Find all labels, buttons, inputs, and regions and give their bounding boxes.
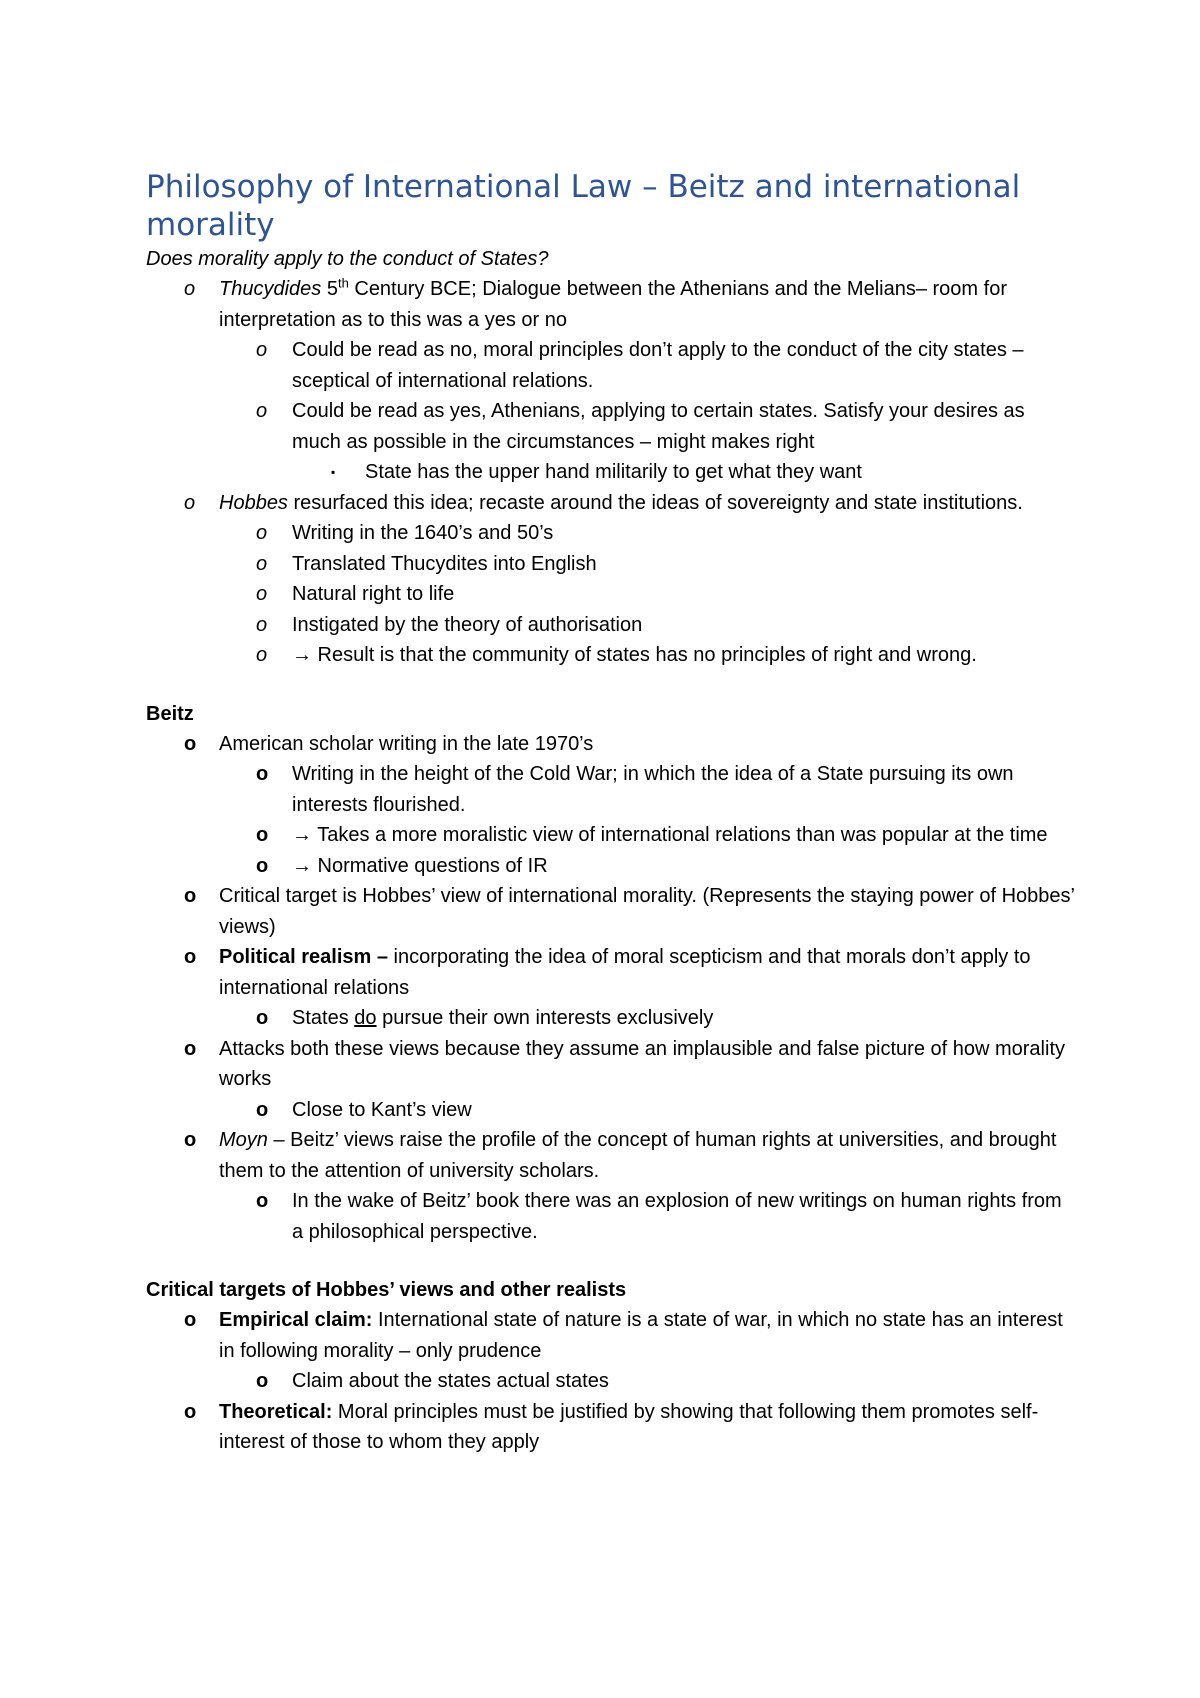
bullet-icon: o — [184, 1037, 197, 1060]
list-item-read-no: o Could be read as no, moral principles don’t apply to the conduct of the city states – sceptical of international relations. — [146, 335, 1076, 396]
list-item-hobbes-result: o → Result is that the community of states has no principles of right and wrong. — [146, 640, 1076, 671]
list-item-theoretical: o Theoretical: Moral principles must be justified by showing that following them promotes self-interest of those to whom they apply — [146, 1397, 1076, 1458]
bullet-icon: o — [184, 491, 196, 514]
list-item-moyn: o Moyn – Beitz’ views raise the profile of the concept of human rights at universities, and brought them to the attention of university scholars. — [146, 1125, 1076, 1186]
square-bullet-icon: ▪ — [331, 465, 336, 479]
bullet-icon: o — [256, 1098, 269, 1121]
list-item-hobbes-natural-right: o Natural right to life — [146, 579, 1076, 610]
list-item-normative: o → Normative questions of IR — [146, 851, 1076, 882]
list-item-american: o American scholar writing in the late 1970’s — [146, 729, 1076, 760]
list-item-hobbes-authorisation: o Instigated by the theory of authorisation — [146, 610, 1076, 641]
bullet-icon: o — [256, 854, 269, 877]
bullet-icon: o — [256, 1370, 269, 1392]
list-item-kant: o Close to Kant’s view — [146, 1095, 1076, 1126]
list-item-thucydides: o Thucydides 5th Century BCE; Dialogue between the Athenians and the Melians– room for interpretation as to this was a yes or no — [184, 275, 1007, 331]
bullet-icon: o — [256, 400, 268, 422]
list-item-upper-hand: ▪ State has the upper hand militarily to get what they want — [146, 457, 1076, 488]
list-item-critical-target: o Critical target is Hobbes’ view of international morality. (Represents the staying power of Hobbes’ views) — [146, 881, 1076, 942]
list-item-hobbes-1640s: o Writing in the 1640’s and 50’s — [146, 518, 1076, 549]
bullet-icon: o — [256, 824, 269, 846]
list-item-wake: o In the wake of Beitz’ book there was an explosion of new writings on human rights from a philosophical perspective. — [146, 1186, 1076, 1247]
bullet-icon: o — [256, 339, 268, 361]
bullet-icon: o — [256, 1007, 269, 1029]
bullet-icon: o — [184, 1400, 197, 1423]
spacer — [146, 671, 1076, 699]
critical-targets-list — [146, 1305, 1076, 1458]
thucydides-hobbes-list — [146, 274, 1076, 671]
list-item-attacks: o Attacks both these views because they assume an implausible and false picture of how morality works — [146, 1034, 1076, 1095]
section-heading-critical-targets: Critical targets of Hobbes’ views and other realists — [146, 1279, 627, 1301]
bullet-icon: o — [184, 732, 197, 755]
bullet-icon: o — [256, 644, 268, 666]
list-item-claim: o Claim about the states actual states — [146, 1366, 1076, 1397]
bullet-icon: o — [256, 1190, 269, 1212]
list-item-states-pursue: o States do pursue their own interests exclusively — [146, 1003, 1076, 1034]
bullet-icon: o — [184, 1309, 197, 1331]
section-heading-beitz: Beitz — [146, 702, 194, 725]
document-content — [146, 168, 1076, 1458]
subtitle-question: Does morality apply to the conduct of States? — [146, 248, 549, 270]
list-item-hobbes-translated: o Translated Thucydites into English — [146, 549, 1076, 580]
list-item-hobbes: o Hobbes resurfaced this idea; recaste around the ideas of sovereignty and state institutions. — [146, 488, 1076, 519]
list-item-read-yes: o Could be read as yes, Athenians, applying to certain states. Satisfy your desires as much as possible in the circumstances – might makes right — [146, 396, 1076, 457]
bullet-icon: o — [256, 552, 268, 575]
bullet-icon: o — [184, 278, 196, 300]
bullet-icon: o — [256, 763, 269, 785]
bullet-icon: o — [256, 613, 268, 636]
bullet-icon: o — [184, 946, 197, 968]
page-title: Philosophy of International Law – Beitz and international morality — [146, 169, 1021, 243]
list-item-moralistic: o → Takes a more moralistic view of international relations than was popular at the time — [146, 820, 1076, 851]
list-item-political-realism: o Political realism – incorporating the idea of moral scepticism and that morals don’t apply to international relations — [146, 942, 1076, 1003]
bullet-icon: o — [256, 522, 268, 544]
spacer — [146, 1247, 1076, 1275]
bullet-icon: o — [184, 1129, 197, 1151]
list-item-cold-war: o Writing in the height of the Cold War; in which the idea of a State pursuing its own interests flourished. — [146, 759, 1076, 820]
beitz-list — [146, 729, 1076, 1248]
bullet-icon: o — [184, 885, 197, 907]
bullet-icon: o — [256, 583, 268, 605]
list-item-empirical: o Empirical claim: International state of nature is a state of war, in which no state has an interest in following morality – only prudence — [146, 1305, 1076, 1366]
